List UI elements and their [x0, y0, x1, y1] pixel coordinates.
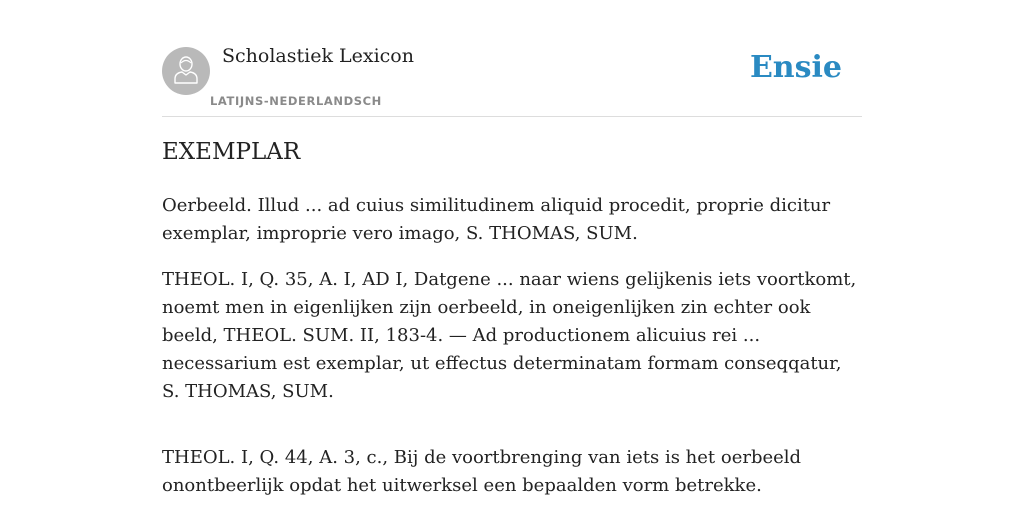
- entry-paragraph: Oerbeeld. Illud ... ad cuius similitudinem aliquid procedit, proprie dicitur exemplar, improprie vero imago, S. THOMAS, SUM.: [162, 195, 831, 244]
- entry-body: [162, 192, 862, 518]
- page-container: [162, 0, 862, 496]
- avatar[interactable]: [162, 47, 210, 95]
- lexicon-title[interactable]: Scholastiek Lexicon: [222, 45, 414, 67]
- brand-logo[interactable]: Ensie: [749, 50, 842, 85]
- entry-title: EXEMPLAR: [162, 139, 301, 165]
- entry-paragraph: THEOL. I, Q. 35, A. I, AD I, Datgene ... naar wiens gelijkenis iets voortkomt, noemt men in eigenlijken zijn oerbeeld, in oneigenlijken zin echter ook beeld, THEOL. SUM. II, 183-4. — Ad productionem alicuius rei ... necessarium est exemplar, ut effectus determinatam formam conseqqatur, S. THOMAS, SUM.: [162, 269, 857, 402]
- user-icon: [172, 54, 200, 88]
- lexicon-subtitle: LATIJNS-NEDERLANDSCH: [210, 94, 382, 108]
- entry-paragraph: THEOL. I, Q. 44, A. 3, c., Bij de voortbrenging van iets is het oerbeeld onontbeerlijk opdat het uitwerksel een bepaalden vorm betrekke.: [162, 447, 802, 496]
- header: [162, 0, 862, 117]
